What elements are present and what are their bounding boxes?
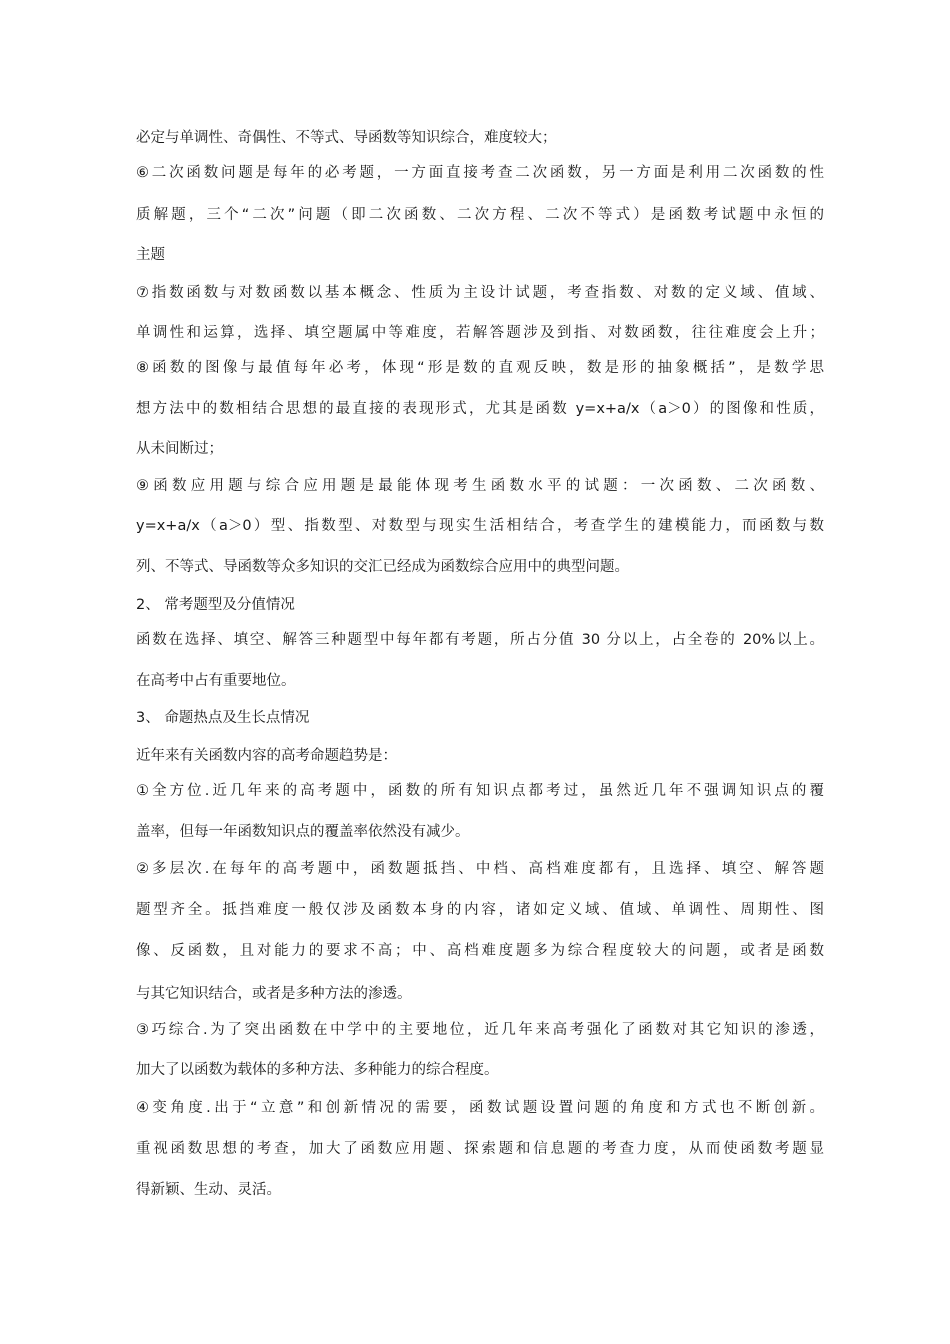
text-line: 加大了以函数为载体的多种方法、多种能力的综合程度。 — [136, 1062, 499, 1078]
section-heading: 3、 命题热点及生长点情况 — [136, 710, 310, 726]
text-line: 重视函数思想的考查，加大了函数应用题、探索题和信息题的考查力度，从而使函数考题显 — [136, 1141, 824, 1157]
text-line: 题型齐全。抵挡难度一般仅涉及函数本身的内容，诸如定义域、值域、单调性、周期性、图 — [136, 902, 824, 918]
text-line: ③巧综合.为了突出函数在中学中的主要地位，近几年来高考强化了函数对其它知识的渗透， — [136, 1022, 824, 1038]
section-heading: 2、 常考题型及分值情况 — [136, 597, 295, 613]
text-line: 主题 — [136, 247, 165, 263]
text-line: 质解题，三个“二次”问题（即二次函数、二次方程、二次不等式）是函数考试题中永恒的 — [136, 207, 824, 223]
text-line: 想方法中的数相结合思想的最直接的表现形式，尤其是函数 y=x+a/x（a＞0）的图像和性质， — [136, 401, 824, 417]
text-line: ①全方位.近几年来的高考题中，函数的所有知识点都考过，虽然近几年不强调知识点的覆 — [136, 783, 824, 799]
text-line: 从未间断过； — [136, 441, 223, 457]
text-line: 函数在选择、填空、解答三种题型中每年都有考题，所占分值 30 分以上，占全卷的 20%以上。 — [136, 632, 824, 648]
text-line: ④变角度.出于“立意”和创新情况的需要，函数试题设置问题的角度和方式也不断创新。 — [136, 1100, 824, 1116]
text-line: 必定与单调性、奇偶性、不等式、导函数等知识综合，难度较大； — [136, 130, 557, 146]
text-line: 像、反函数，且对能力的要求不高；中、高档难度题多为综合程度较大的问题，或者是函数 — [136, 943, 824, 959]
text-line: ⑨函数应用题与综合应用题是最能体现考生函数水平的试题：一次函数、二次函数、 — [136, 478, 824, 494]
text-line: ⑧函数的图像与最值每年必考，体现“形是数的直观反映，数是形的抽象概括”，是数学思 — [136, 360, 824, 376]
text-line: 列、不等式、导函数等众多知识的交汇已经成为函数综合应用中的典型问题。 — [136, 559, 629, 575]
text-line: ⑦指数函数与对数函数以基本概念、性质为主设计试题，考查指数、对数的定义域、值域、 — [136, 285, 824, 301]
text-line: 近年来有关函数内容的高考命题趋势是： — [136, 748, 397, 764]
text-line: 单调性和运算，选择、填空题属中等难度，若解答题涉及到指、对数函数，往往难度会上升； — [136, 325, 824, 341]
text-line: 与其它知识结合，或者是多种方法的渗透。 — [136, 986, 412, 1002]
text-line: 在高考中占有重要地位。 — [136, 673, 296, 689]
text-line: y=x+a/x（a＞0）型、指数型、对数型与现实生活相结合，考查学生的建模能力，而函数与数 — [136, 518, 824, 534]
text-line: ②多层次.在每年的高考题中，函数题抵挡、中档、高档难度都有，且选择、填空、解答题 — [136, 861, 824, 877]
text-line: ⑥二次函数问题是每年的必考题，一方面直接考查二次函数，另一方面是利用二次函数的性 — [136, 165, 824, 181]
text-line: 得新颖、生动、灵活。 — [136, 1182, 281, 1198]
text-line: 盖率，但每一年函数知识点的覆盖率依然没有减少。 — [136, 824, 470, 840]
